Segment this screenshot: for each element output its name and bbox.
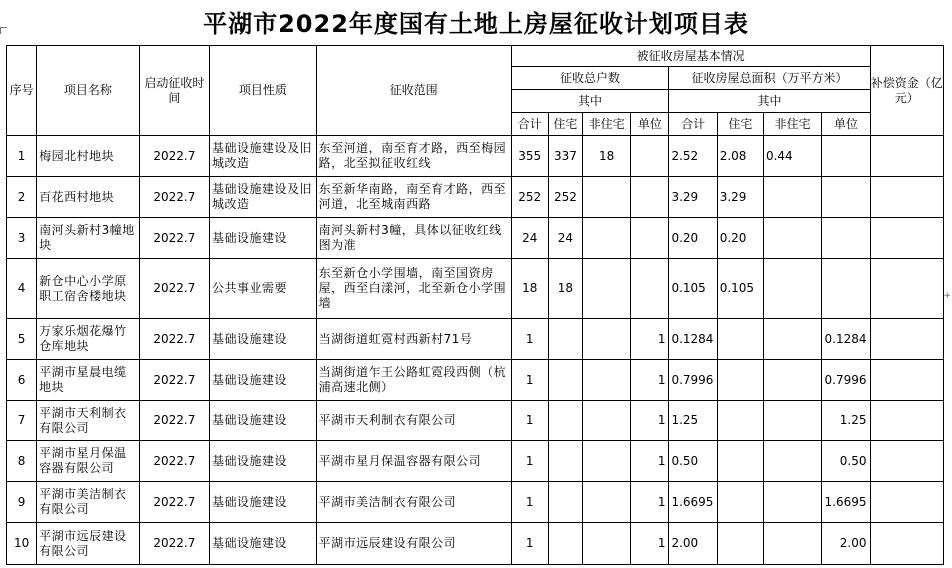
cell-compensation (870, 259, 944, 319)
header-compensation: 补偿资金（亿元） (870, 46, 944, 136)
header-area-total-sub: 合计 (669, 113, 717, 136)
cell-compensation (870, 401, 944, 441)
cell-project-name: 平湖市星月保温容器有限公司 (37, 441, 140, 482)
cell-area-non-residential (763, 177, 821, 218)
cell-scope: 当湖街道虹霓村西新村71号 (316, 319, 511, 360)
cell-project-name: 新仓中心小学原职工宿舍楼地块 (37, 259, 140, 319)
header-of-which: 其中 (669, 90, 870, 113)
cell-area-total: 1.25 (669, 401, 717, 441)
cell-area-non-residential (763, 218, 821, 259)
cell-hh-residential (548, 360, 582, 401)
cell-area-non-residential (763, 319, 821, 360)
table-row (7, 441, 944, 482)
cell-hh-total: 1 (511, 319, 548, 360)
cell-compensation (870, 482, 944, 523)
cell-area-unit (822, 136, 870, 177)
cell-hh-non-residential (583, 523, 631, 565)
cell-hh-non-residential (583, 441, 631, 482)
cell-area-total: 0.50 (669, 441, 717, 482)
header-hh-total: 合计 (511, 113, 548, 136)
cell-seq: 1 (7, 136, 37, 177)
cell-hh-non-residential (583, 319, 631, 360)
cell-project-name: 百花西村地块 (37, 177, 140, 218)
cell-area-total: 1.6695 (669, 482, 717, 523)
cell-hh-unit: 1 (631, 401, 669, 441)
header-of-which: 其中 (511, 90, 669, 113)
cell-hh-residential (548, 523, 582, 565)
table-row (7, 177, 944, 218)
table-row (7, 218, 944, 259)
table-row (7, 482, 944, 523)
header-project-name: 项目名称 (37, 46, 140, 136)
cell-hh-total: 24 (511, 218, 548, 259)
cell-project-name: 平湖市天利制衣有限公司 (37, 401, 140, 441)
cell-scope: 东至新仓小学围墙，南至国资房屋，西至白漾河，北至新仓小学围墙 (316, 259, 511, 319)
cell-seq: 6 (7, 360, 37, 401)
cell-seq: 9 (7, 482, 37, 523)
cell-seq: 7 (7, 401, 37, 441)
cell-start-time: 2022.7 (139, 523, 209, 565)
cell-hh-residential (548, 482, 582, 523)
cell-start-time: 2022.7 (139, 360, 209, 401)
page-title: 平湖市2022年度国有土地上房屋征收计划项目表 (203, 10, 749, 38)
cell-area-unit (822, 177, 870, 218)
cell-hh-unit (631, 259, 669, 319)
cell-area-non-residential (763, 259, 821, 319)
header-area-non-residential: 非住宅 (763, 113, 821, 136)
header-hh-non-residential: 非住宅 (583, 113, 631, 136)
cell-hh-unit (631, 218, 669, 259)
cell-area-residential (717, 360, 763, 401)
cell-scope: 东至河道，南至育才路，西至梅园路，北至拟征收红线 (316, 136, 511, 177)
cell-compensation (870, 218, 944, 259)
table-row (7, 401, 944, 441)
header-start-time: 启动征收时间 (139, 46, 209, 136)
cell-seq: 4 (7, 259, 37, 319)
table-row (7, 319, 944, 360)
cell-hh-non-residential (583, 259, 631, 319)
cell-hh-non-residential: 18 (583, 136, 631, 177)
table-row (7, 523, 944, 565)
cell-scope: 平湖市天利制衣有限公司 (316, 401, 511, 441)
cell-hh-non-residential (583, 360, 631, 401)
cell-project-name: 平湖市星晨电缆地块 (37, 360, 140, 401)
cell-hh-total: 1 (511, 441, 548, 482)
header-households-total: 征收总户数 (511, 67, 669, 90)
cell-nature: 基础设施建设及旧城改造 (210, 177, 317, 218)
header-basic-info: 被征收房屋基本情况 (511, 46, 870, 67)
cell-hh-non-residential (583, 401, 631, 441)
cell-area-non-residential (763, 360, 821, 401)
header-nature: 项目性质 (210, 46, 317, 136)
cell-area-total: 0.1284 (669, 319, 717, 360)
cell-area-non-residential (763, 441, 821, 482)
cell-area-total: 0.20 (669, 218, 717, 259)
cell-seq: 8 (7, 441, 37, 482)
cell-compensation (870, 360, 944, 401)
cell-hh-residential: 24 (548, 218, 582, 259)
cell-scope: 东至新华南路，南至育才路，西至河道，北至城南西路 (316, 177, 511, 218)
cell-area-unit: 0.1284 (822, 319, 870, 360)
table-row (7, 360, 944, 401)
cell-area-unit: 1.6695 (822, 482, 870, 523)
cell-area-unit: 0.50 (822, 441, 870, 482)
table-row (7, 136, 944, 177)
cell-seq: 3 (7, 218, 37, 259)
header-area-residential: 住宅 (717, 113, 763, 136)
cell-hh-residential: 252 (548, 177, 582, 218)
cell-hh-total: 18 (511, 259, 548, 319)
cell-compensation (870, 136, 944, 177)
cell-nature: 基础设施建设 (210, 441, 317, 482)
cell-scope: 南河头新村3幢，具体以征收红线图为准 (316, 218, 511, 259)
cell-compensation (870, 177, 944, 218)
cell-scope: 当湖街道乍王公路虹霓段西侧（杭浦高速北侧） (316, 360, 511, 401)
cell-nature: 基础设施建设 (210, 401, 317, 441)
cell-nature: 基础设施建设及旧城改造 (210, 136, 317, 177)
cell-compensation (870, 523, 944, 565)
cell-project-name: 南河头新村3幢地块 (37, 218, 140, 259)
cell-area-unit (822, 259, 870, 319)
cell-nature: 基础设施建设 (210, 218, 317, 259)
cell-seq: 2 (7, 177, 37, 218)
header-hh-residential: 住宅 (548, 113, 582, 136)
cell-area-residential (717, 523, 763, 565)
cell-area-unit: 2.00 (822, 523, 870, 565)
cell-area-residential (717, 482, 763, 523)
cell-hh-residential (548, 319, 582, 360)
cell-scope: 平湖市美洁制衣有限公司 (316, 482, 511, 523)
cell-hh-residential (548, 441, 582, 482)
project-table (6, 45, 944, 565)
cell-compensation (870, 319, 944, 360)
cell-hh-unit: 1 (631, 441, 669, 482)
cell-hh-residential: 337 (548, 136, 582, 177)
cell-area-residential (717, 319, 763, 360)
cell-area-total: 0.7996 (669, 360, 717, 401)
cell-hh-total: 252 (511, 177, 548, 218)
cell-project-name: 万家乐烟花爆竹仓库地块 (37, 319, 140, 360)
cell-project-name: 平湖市美洁制衣有限公司 (37, 482, 140, 523)
cell-compensation (870, 441, 944, 482)
cell-hh-unit (631, 136, 669, 177)
header-area-unit: 单位 (822, 113, 870, 136)
cell-area-total: 2.52 (669, 136, 717, 177)
cell-hh-total: 1 (511, 401, 548, 441)
cell-project-name: 梅园北村地块 (37, 136, 140, 177)
cell-hh-residential: 18 (548, 259, 582, 319)
corner-marker (0, 27, 7, 34)
cell-start-time: 2022.7 (139, 177, 209, 218)
cell-area-residential: 3.29 (717, 177, 763, 218)
cell-scope: 平湖市星月保温容器有限公司 (316, 441, 511, 482)
cell-area-non-residential: 0.44 (763, 136, 821, 177)
cell-area-unit: 1.25 (822, 401, 870, 441)
header-hh-unit: 单位 (631, 113, 669, 136)
header-area-total: 征收房屋总面积（万平方米） (669, 67, 870, 90)
table-row (7, 259, 944, 319)
cell-area-total: 0.105 (669, 259, 717, 319)
cell-area-non-residential (763, 523, 821, 565)
cell-hh-total: 355 (511, 136, 548, 177)
header-seq: 序号 (7, 46, 37, 136)
cell-start-time: 2022.7 (139, 136, 209, 177)
cell-hh-unit (631, 177, 669, 218)
header-scope: 征收范围 (316, 46, 511, 136)
cell-area-residential: 0.105 (717, 259, 763, 319)
cell-hh-non-residential (583, 218, 631, 259)
cell-area-unit: 0.7996 (822, 360, 870, 401)
cell-area-non-residential (763, 482, 821, 523)
cell-hh-non-residential (583, 482, 631, 523)
cell-area-residential (717, 401, 763, 441)
cell-hh-total: 1 (511, 482, 548, 523)
cell-start-time: 2022.7 (139, 401, 209, 441)
cell-area-non-residential (763, 401, 821, 441)
cell-start-time: 2022.7 (139, 259, 209, 319)
cell-start-time: 2022.7 (139, 319, 209, 360)
cell-area-unit (822, 218, 870, 259)
cell-hh-unit: 1 (631, 523, 669, 565)
cell-nature: 基础设施建设 (210, 523, 317, 565)
cell-seq: 5 (7, 319, 37, 360)
cell-area-total: 2.00 (669, 523, 717, 565)
cell-hh-unit: 1 (631, 360, 669, 401)
cell-area-residential: 2.08 (717, 136, 763, 177)
cell-nature: 公共事业需要 (210, 259, 317, 319)
cell-scope: 平湖市远辰建设有限公司 (316, 523, 511, 565)
cell-hh-unit: 1 (631, 482, 669, 523)
cell-seq: 10 (7, 523, 37, 565)
cell-nature: 基础设施建设 (210, 319, 317, 360)
side-marker: + (943, 291, 951, 301)
cell-area-residential (717, 441, 763, 482)
cell-project-name: 平湖市远辰建设有限公司 (37, 523, 140, 565)
cell-area-total: 3.29 (669, 177, 717, 218)
cell-start-time: 2022.7 (139, 441, 209, 482)
cell-hh-unit: 1 (631, 319, 669, 360)
cell-hh-total: 1 (511, 523, 548, 565)
cell-area-residential: 0.20 (717, 218, 763, 259)
cell-nature: 基础设施建设 (210, 482, 317, 523)
cell-start-time: 2022.7 (139, 482, 209, 523)
cell-hh-residential (548, 401, 582, 441)
cell-start-time: 2022.7 (139, 218, 209, 259)
cell-hh-non-residential (583, 177, 631, 218)
cell-hh-total: 1 (511, 360, 548, 401)
cell-nature: 基础设施建设 (210, 360, 317, 401)
